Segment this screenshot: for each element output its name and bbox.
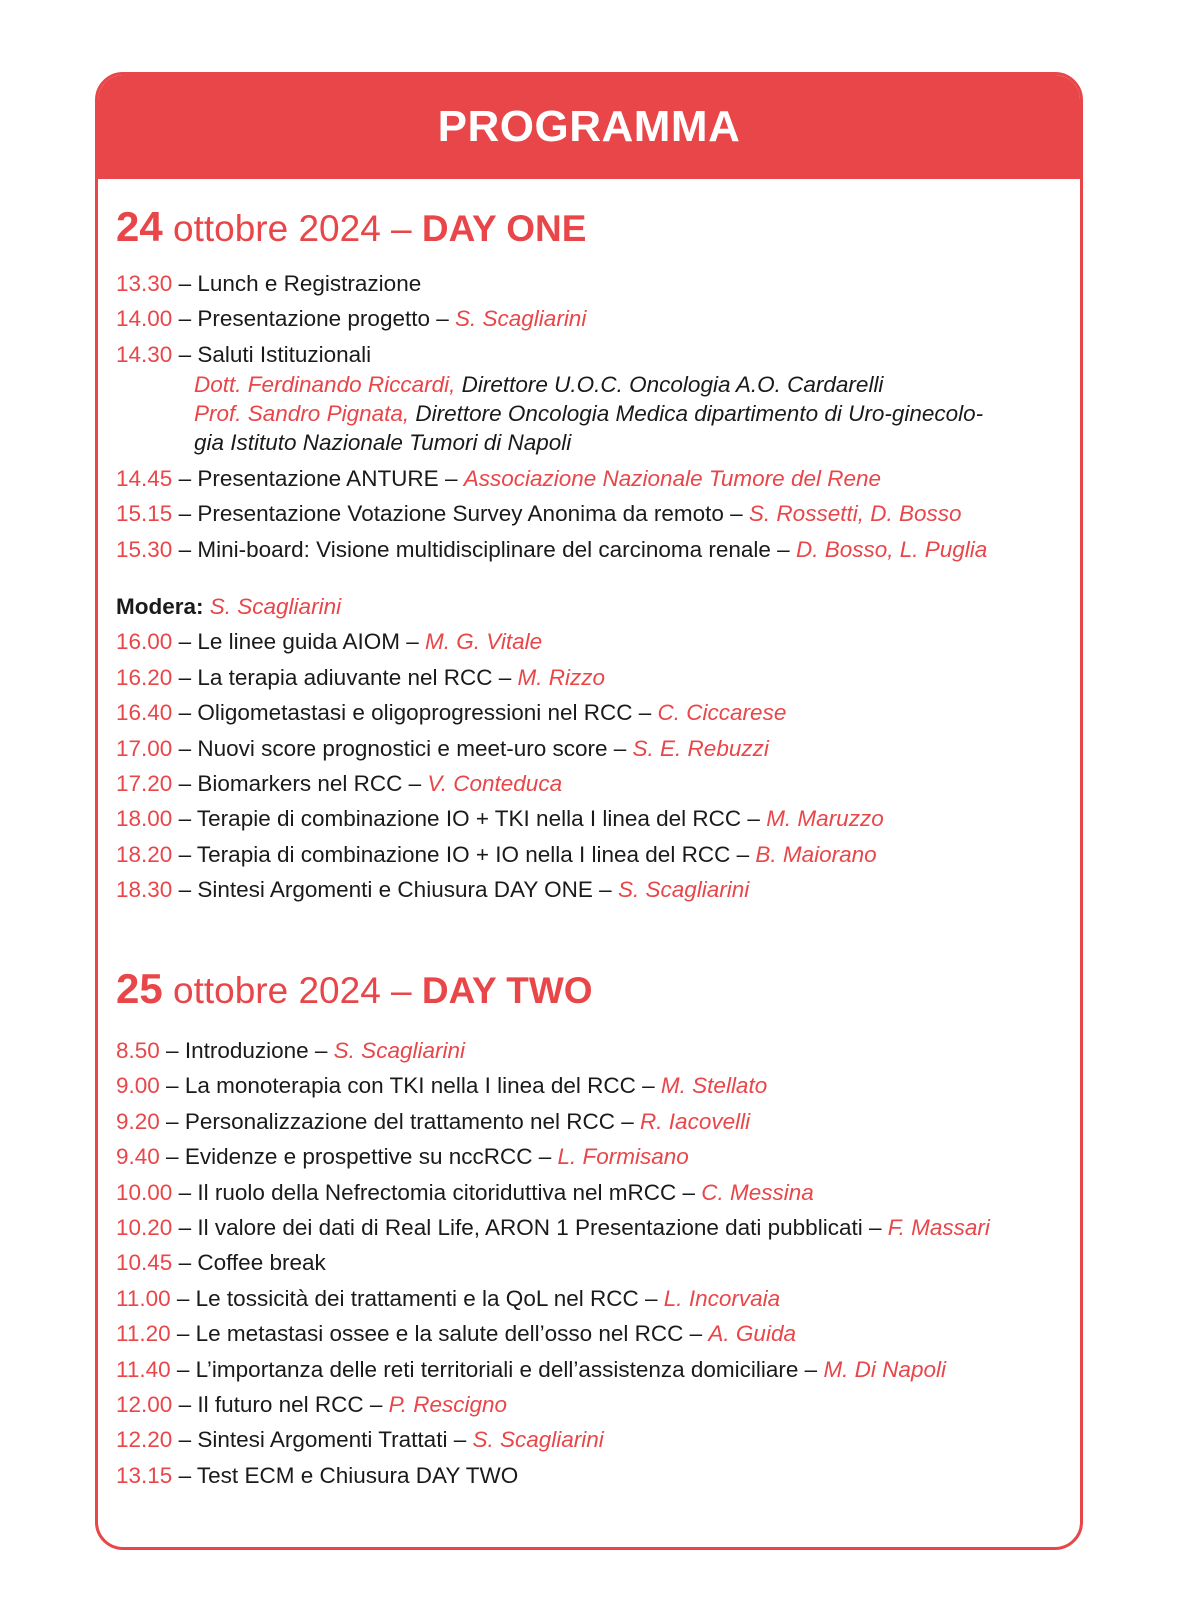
item-time: 10.20 — [116, 1215, 173, 1240]
item-speaker: Associazione Nazionale Tumore del Rene — [463, 466, 882, 491]
schedule-item — [116, 875, 749, 905]
item-time: 18.00 — [116, 806, 173, 831]
programma-title: PROGRAMMA — [437, 102, 741, 151]
schedule-item — [116, 1390, 507, 1420]
day-two-date-text: ottobre 2024 – — [162, 970, 422, 1011]
item-speaker: S. Rossetti, D. Bosso — [748, 501, 962, 526]
day-one-date-text: ottobre 2024 – — [162, 208, 422, 249]
schedule-item — [116, 627, 542, 657]
modera-line — [116, 592, 341, 622]
modera-label: Modera: — [116, 594, 204, 619]
item-speaker: P. Rescigno — [388, 1392, 508, 1417]
schedule-item — [116, 734, 769, 764]
item-time: 18.30 — [116, 877, 173, 902]
saluti-line — [194, 399, 983, 429]
programma-header — [98, 75, 1080, 179]
item-text: – Introduzione – — [159, 1038, 334, 1063]
item-speaker: V. Conteduca — [427, 771, 563, 796]
item-time: 13.15 — [116, 1463, 173, 1488]
item-speaker: S. Scagliarini — [617, 877, 750, 902]
schedule-item — [116, 1284, 780, 1314]
saluti-line — [194, 370, 883, 400]
schedule-item — [116, 499, 962, 529]
schedule-item — [116, 769, 562, 799]
item-text: – Oligometastasi e oligoprogressioni nel RCC – — [172, 700, 658, 725]
item-speaker: C. Messina — [701, 1180, 814, 1205]
item-speaker: S. Scagliarini — [455, 306, 587, 331]
day-one-title — [116, 203, 586, 251]
item-text: – Test ECM e Chiusura DAY TWO — [172, 1463, 519, 1488]
item-time: 8.50 — [116, 1038, 160, 1063]
item-text: – Terapia di combinazione IO + IO nella I linea del RCC – — [172, 842, 756, 867]
schedule-item — [116, 1071, 767, 1101]
item-time: 16.00 — [116, 629, 173, 654]
saluti-line — [194, 428, 571, 458]
schedule-item — [116, 464, 881, 494]
item-text: – Personalizzazione del trattamento nel RCC – — [159, 1109, 641, 1134]
item-text: – Presentazione progetto – — [172, 306, 456, 331]
schedule-item — [116, 804, 884, 834]
schedule-item — [116, 1036, 465, 1066]
saluti-name: Dott. Ferdinando Riccardi, — [194, 372, 456, 397]
item-time: 12.20 — [116, 1427, 173, 1452]
item-time: 17.20 — [116, 771, 173, 796]
schedule-item — [116, 1178, 814, 1208]
item-text: – Le linee guida AIOM – — [172, 629, 425, 654]
item-time: 16.20 — [116, 665, 173, 690]
item-time: 11.20 — [116, 1321, 171, 1346]
schedule-item — [116, 1248, 326, 1278]
saluti-role: Direttore Oncologia Medica dipartimento di Uro-ginecolo- — [409, 401, 984, 426]
schedule-item — [116, 1461, 518, 1491]
item-text: – Presentazione ANTURE – — [172, 466, 464, 491]
item-text: – Il futuro nel RCC – — [172, 1392, 389, 1417]
item-text: – Evidenze e prospettive su nccRCC – — [159, 1144, 558, 1169]
saluti-role: Direttore U.O.C. Oncologia A.O. Cardarelli — [455, 372, 884, 397]
item-time: 14.30 — [116, 342, 173, 367]
item-text: – Sintesi Argomenti e Chiusura DAY ONE – — [172, 877, 618, 902]
schedule-item — [116, 698, 786, 728]
item-speaker: R. Iacovelli — [640, 1109, 751, 1134]
schedule-item — [116, 1107, 750, 1137]
item-time: 10.45 — [116, 1250, 173, 1275]
modera-name: S. Scagliarini — [203, 594, 342, 619]
item-time: 12.00 — [116, 1392, 173, 1417]
schedule-item — [116, 1213, 990, 1243]
item-time: 9.20 — [116, 1109, 160, 1134]
schedule-item — [116, 340, 371, 370]
item-text: – Lunch e Registrazione — [172, 271, 422, 296]
item-text: – La terapia adiuvante nel RCC – — [172, 665, 518, 690]
schedule-item — [116, 1142, 689, 1172]
item-speaker: M. Stellato — [660, 1073, 768, 1098]
item-speaker: M. G. Vitale — [424, 629, 543, 654]
day-one-label: DAY ONE — [421, 208, 587, 249]
item-speaker: D. Bosso, L. Puglia — [795, 537, 988, 562]
item-speaker: L. Formisano — [557, 1144, 689, 1169]
day-two-title — [116, 965, 593, 1013]
item-time: 9.40 — [116, 1144, 160, 1169]
item-speaker: F. Massari — [887, 1215, 990, 1240]
item-speaker: S. Scagliarini — [333, 1038, 465, 1063]
item-time: 10.00 — [116, 1180, 173, 1205]
item-time: 17.00 — [116, 736, 173, 761]
item-speaker: B. Maiorano — [755, 842, 877, 867]
item-time: 16.40 — [116, 700, 173, 725]
item-text: – Nuovi score prognostici e meet-uro score – — [172, 736, 633, 761]
item-text: – Presentazione Votazione Survey Anonima da remoto – — [172, 501, 749, 526]
schedule-item — [116, 535, 987, 565]
item-time: 9.00 — [116, 1073, 160, 1098]
item-text: – Biomarkers nel RCC – — [172, 771, 428, 796]
item-text: – La monoterapia con TKI nella I linea del RCC – — [159, 1073, 661, 1098]
item-text: – L’importanza delle reti territoriali e dell’assistenza domiciliare – — [170, 1357, 824, 1382]
item-speaker: M. Rizzo — [517, 665, 606, 690]
item-text: – Il ruolo della Nefrectomia citoriduttiva nel mRCC – — [172, 1180, 702, 1205]
item-text: – Le metastasi ossee e la salute dell’osso nel RCC – — [170, 1321, 709, 1346]
item-text: – Sintesi Argomenti Trattati – — [172, 1427, 473, 1452]
schedule-item — [116, 840, 877, 870]
item-speaker: S. Scagliarini — [472, 1427, 604, 1452]
saluti-name: Prof. Sandro Pignata, — [194, 401, 410, 426]
item-text: – Il valore dei dati di Real Life, ARON 1 Presentazione dati pubblicati – — [172, 1215, 888, 1240]
schedule-item — [116, 1355, 946, 1385]
schedule-item — [116, 663, 605, 693]
item-text: – Terapie di combinazione IO + TKI nella I linea del RCC – — [172, 806, 767, 831]
schedule-item — [116, 1319, 796, 1349]
saluti-role: gia Istituto Nazionale Tumori di Napoli — [194, 430, 572, 455]
item-time: 11.00 — [116, 1286, 171, 1311]
item-time: 15.30 — [116, 537, 173, 562]
item-time: 14.00 — [116, 306, 173, 331]
item-speaker: M. Maruzzo — [766, 806, 884, 831]
item-time: 11.40 — [116, 1357, 171, 1382]
item-time: 15.15 — [116, 501, 173, 526]
day-two-date-number: 25 — [116, 965, 163, 1012]
item-speaker: A. Guida — [708, 1321, 796, 1346]
item-speaker: C. Ciccarese — [657, 700, 787, 725]
item-speaker: M. Di Napoli — [823, 1357, 946, 1382]
item-time: 13.30 — [116, 271, 173, 296]
item-time: 18.20 — [116, 842, 173, 867]
item-time: 14.45 — [116, 466, 173, 491]
schedule-item — [116, 269, 421, 299]
day-two-label: DAY TWO — [421, 970, 593, 1011]
item-speaker: S. E. Rebuzzi — [632, 736, 769, 761]
programma-card — [95, 72, 1083, 1550]
schedule-item — [116, 304, 586, 334]
day-one-date-number: 24 — [116, 203, 163, 250]
item-text: – Coffee break — [172, 1250, 326, 1275]
item-text: – Mini-board: Visione multidisciplinare del carcinoma renale – — [172, 537, 796, 562]
item-speaker: L. Incorvaia — [663, 1286, 781, 1311]
item-text: – Saluti Istituzionali — [172, 342, 372, 367]
schedule-item — [116, 1425, 604, 1455]
item-text: – Le tossicità dei trattamenti e la QoL nel RCC – — [170, 1286, 664, 1311]
